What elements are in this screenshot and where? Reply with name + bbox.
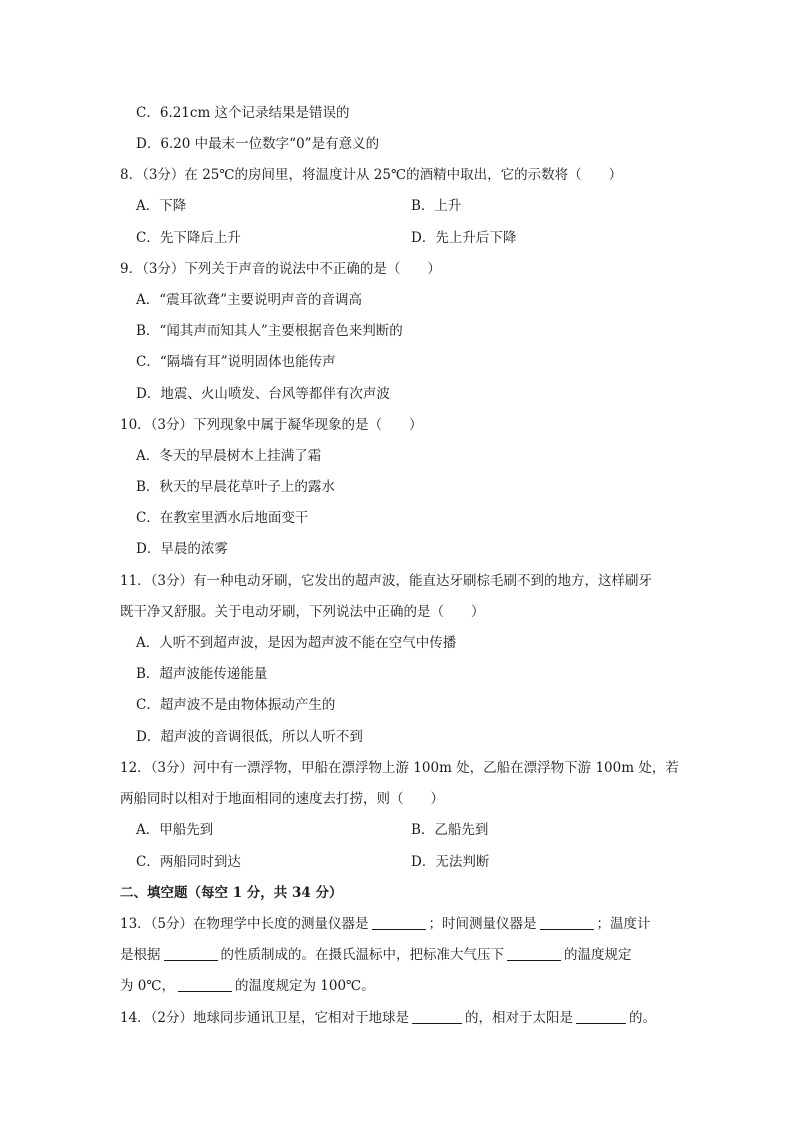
q11-option-b: B．超声波能传递能量 <box>136 666 268 682</box>
q11-option-c: C．超声波不是由物体振动产生的 <box>136 697 336 713</box>
answer-blank[interactable] <box>507 946 561 961</box>
q8-option-b: B．上升 <box>411 198 462 214</box>
answer-blank[interactable] <box>372 915 426 930</box>
q13-text: ；时间测量仪器是 <box>428 916 537 932</box>
q14-line <box>120 1009 656 1027</box>
answer-blank[interactable] <box>412 1009 462 1024</box>
q12-stem-line-2: 两船同时以相对于地面相同的速度去打捞，则（ ） <box>120 791 444 807</box>
q12-option-a: A．甲船先到 <box>136 822 214 838</box>
q9-stem: 9．（3分）下列关于声音的说法中不正确的是（ ） <box>120 261 441 277</box>
q10-option-c: C．在教室里洒水后地面变干 <box>136 510 309 526</box>
q14-text: 14．（2分）地球同步通讯卫星，它相对于地球是 <box>120 1010 410 1026</box>
q10-option-a: A．冬天的早晨树木上挂满了霜 <box>136 448 322 464</box>
answer-blank[interactable] <box>540 915 594 930</box>
q13-line-2 <box>120 946 632 964</box>
q13-line-3 <box>120 977 375 995</box>
q13-text: ；温度计 <box>596 916 651 932</box>
q13-text: 的温度规定为 100℃。 <box>234 978 375 994</box>
q14-text: 的，相对于太阳是 <box>465 1010 574 1026</box>
q9-option-b: B．“闻其声而知其人”主要根据音色来判断的 <box>136 323 403 339</box>
q11-option-a: A．人听不到超声波，是因为超声波不能在空气中传播 <box>136 635 457 651</box>
answer-blank[interactable] <box>164 946 218 961</box>
answer-blank[interactable] <box>576 1009 626 1024</box>
q8-option-d: D．先上升后下降 <box>411 230 517 246</box>
q12-option-c: C．两船同时到达 <box>136 854 241 870</box>
q11-stem-line-2: 既干净又舒服。关于电动牙刷，下列说法中正确的是（ ） <box>120 604 485 620</box>
q9-option-d: D．地震、火山喷发、台风等都伴有次声波 <box>136 386 390 402</box>
q14-text: 的。 <box>629 1010 657 1026</box>
q8-option-a: A．下降 <box>136 198 187 214</box>
q7-option-c: C．6.21cm 这个记录结果是错误的 <box>136 105 350 121</box>
q12-stem-line-1: 12．（3分）河中有一漂浮物，甲船在漂浮物上游 100m 处，乙船在漂浮物下游 100m 处，若 <box>120 760 679 776</box>
q11-stem-line-1: 11．（3分）有一种电动牙刷，它发出的超声波，能直达牙刷棕毛刷不到的地方，这样刷牙 <box>120 573 653 589</box>
q8-stem: 8．（3分）在 25℃的房间里，将温度计从 25℃的酒精中取出，它的示数将（ ） <box>120 167 623 183</box>
q13-text: 的温度规定 <box>564 947 632 963</box>
q12-option-d: D．无法判断 <box>411 854 490 870</box>
q13-text: 为 0℃， <box>120 978 175 994</box>
q13-text: 13．（5分）在物理学中长度的测量仪器是 <box>120 916 369 932</box>
q7-option-d: D．6.20 中最末一位数字“0”是有意义的 <box>136 136 380 152</box>
q10-option-d: D．早晨的浓雾 <box>136 541 228 557</box>
answer-blank[interactable] <box>178 977 232 992</box>
q13-line-1 <box>120 915 651 933</box>
q10-option-b: B．秋天的早晨花草叶子上的露水 <box>136 479 335 495</box>
q12-option-b: B．乙船先到 <box>411 822 489 838</box>
q13-text: 的性质制成的。在摄氏温标中，把标准大气压下 <box>220 947 504 963</box>
q9-option-c: C．“隔墙有耳”说明固体也能传声 <box>136 354 336 370</box>
q9-option-a: A．“震耳欲聋”主要说明声音的音调高 <box>136 292 363 308</box>
q10-stem: 10．（3分）下列现象中属于凝华现象的是（ ） <box>120 417 423 433</box>
q8-option-c: C．先下降后上升 <box>136 230 241 246</box>
section-heading-fill-in: 二、填空题（每空 1 分，共 34 分） <box>120 885 343 901</box>
q13-text: 是根据 <box>120 947 161 963</box>
q11-option-d: D．超声波的音调很低，所以人听不到 <box>136 729 363 745</box>
